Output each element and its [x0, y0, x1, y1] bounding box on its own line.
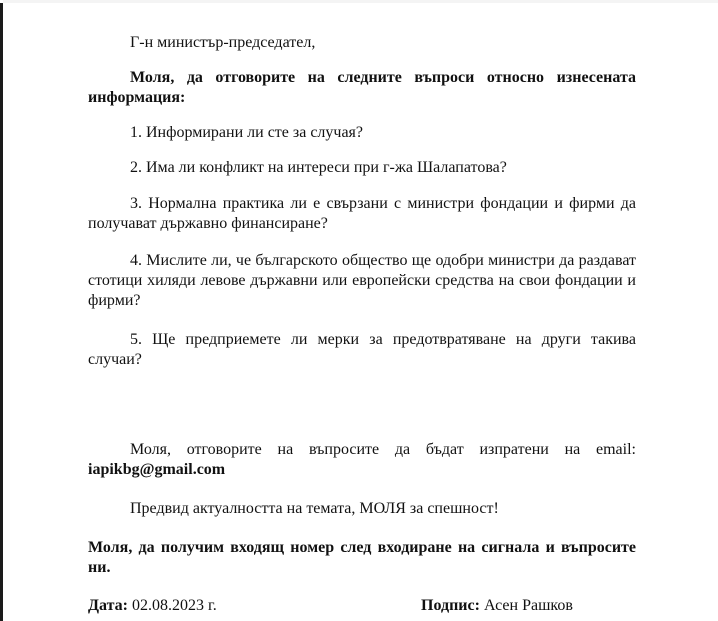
question-1: 1. Информирани ли сте за случая?: [130, 124, 364, 141]
signature-label: Подпис:: [421, 597, 480, 614]
question-5: 5. Ще предприемете ли мерки за предотвратяване на други такива случаи?: [88, 331, 636, 368]
question-3: 3. Нормална практика ли е свързани с министри фондации и фирми да получават държавно финансиране?: [88, 195, 636, 232]
signature-row: [88, 596, 636, 616]
date-field: [88, 597, 217, 614]
date-label: Дата:: [88, 597, 128, 614]
page-left-border: [0, 3, 3, 621]
email-request-text: Моля, отговорите на въпросите да бъдат изпратени на email:: [130, 441, 636, 458]
email-address: iapikbg@gmail.com: [88, 461, 226, 478]
signature-name: Асен Рашков: [483, 597, 573, 614]
intro-request: Моля, да отговорите на следните въпроси относно изнесената информация:: [88, 69, 636, 106]
reference-request: Моля, да получим входящ номер след входиране на сигнала и въпросите ни.: [88, 539, 636, 576]
signature-field: [421, 596, 573, 616]
urgency-note: Предвид актуалността на темата, МОЛЯ за спешност!: [130, 500, 499, 517]
date-value: 02.08.2023 г.: [131, 597, 217, 614]
question-4: 4. Мислите ли, че българското общество ще одобри министри да раздават стотици хиляди левове държавни или европейски средства на свои фондации и фирми?: [88, 252, 636, 309]
question-2: 2. Има ли конфликт на интереси при г-жа Шалапатова?: [130, 159, 507, 176]
email-request-paragraph: [88, 440, 636, 480]
salutation: Г-н министър-председател,: [130, 34, 316, 51]
page-top-edge: [3, 0, 718, 3]
